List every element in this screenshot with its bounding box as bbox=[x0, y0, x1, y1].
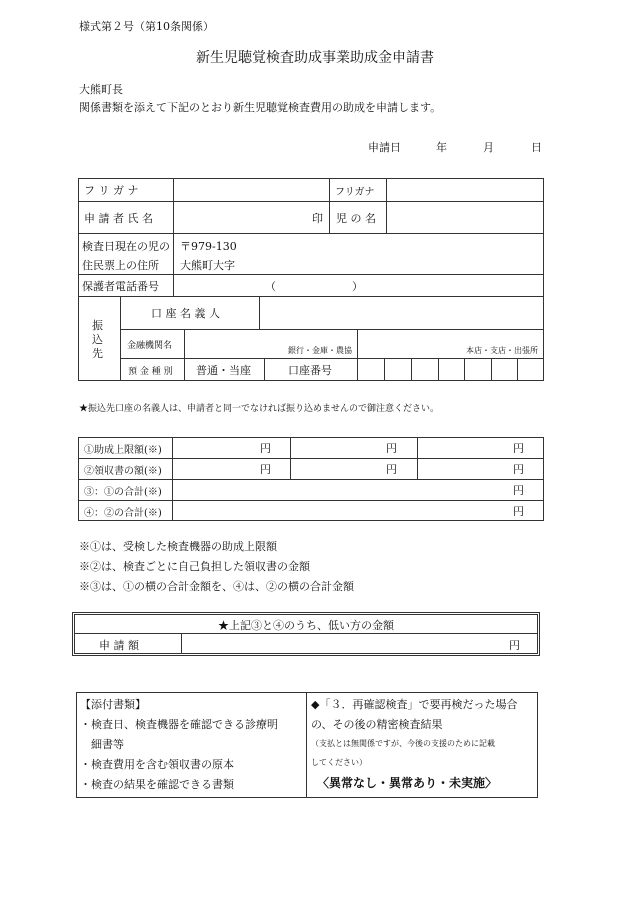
application-amount-unit: 円 bbox=[509, 639, 520, 652]
note: ※①は、受検した検査機器の助成上限額 bbox=[79, 540, 277, 553]
addressee: 大熊町長 bbox=[79, 83, 123, 96]
amount-cell[interactable]: 円 bbox=[386, 442, 397, 455]
date-day: 日 bbox=[531, 141, 542, 154]
amount-row-label: ①助成上限額(※) bbox=[84, 445, 162, 456]
phone-paren-open: （ bbox=[265, 280, 276, 293]
bank-notice: ★振込先口座の名義人は、申請者と同一でなければ振り込めませんので御注意ください。 bbox=[79, 404, 440, 414]
amount-cell[interactable]: 円 bbox=[260, 442, 271, 455]
seal-mark: 印 bbox=[312, 212, 323, 225]
applicant-name-label: 申 請 者 氏 名 bbox=[84, 212, 153, 225]
amount-cell[interactable]: 円 bbox=[513, 484, 524, 497]
date-label: 申請日 bbox=[368, 141, 401, 154]
application-amount-heading: ★上記③と④のうち、低い方の金額 bbox=[218, 619, 394, 632]
amount-cell[interactable]: 円 bbox=[513, 463, 524, 476]
date-year: 年 bbox=[436, 141, 447, 154]
page-title: 新生児聴覚検査助成事業助成金申請書 bbox=[196, 50, 434, 66]
amount-cell[interactable]: 円 bbox=[386, 463, 397, 476]
application-amount-input[interactable] bbox=[183, 635, 503, 652]
intro-text: 関係書類を添えて下記のとおり新生児聴覚検査費用の助成を申請します。 bbox=[79, 101, 442, 114]
amount-row-label: ③：①の合計(※) bbox=[84, 487, 162, 498]
recheck-options[interactable]: 〈異常なし・異常あり・未実施〉 bbox=[317, 776, 498, 790]
attachment-item: 細書等 bbox=[80, 738, 124, 751]
amount-cell[interactable]: 円 bbox=[513, 505, 524, 518]
recheck-line: してください） bbox=[311, 758, 367, 767]
furigana-label: フ リ ガ ナ bbox=[84, 184, 139, 197]
attachment-item: ・検査費用を含む領収書の原本 bbox=[80, 758, 234, 771]
account-number-label: 口座番号 bbox=[288, 364, 332, 377]
recheck-line: ◆「３．再確認検査」で要再検だった場合 bbox=[311, 698, 518, 711]
amount-cell[interactable]: 円 bbox=[513, 442, 524, 455]
phone-label: 保護者電話番号 bbox=[82, 280, 159, 293]
address-label-line2: 住民票上の住所 bbox=[82, 259, 159, 272]
attachment-item: ・検査日、検査機器を確認できる診療明 bbox=[80, 718, 278, 731]
institution-label: 金融機関名 bbox=[127, 341, 173, 351]
phone-input[interactable] bbox=[280, 276, 350, 294]
recheck-line: の、その後の精密検査結果 bbox=[311, 718, 443, 731]
phone-paren-close: ） bbox=[352, 280, 363, 293]
attachments-heading: 【添付書類】 bbox=[80, 698, 146, 711]
amount-row-label: ④：②の合計(※) bbox=[84, 508, 162, 519]
address-value[interactable]: 大熊町大字 bbox=[180, 259, 235, 272]
account-holder-input[interactable] bbox=[261, 298, 543, 328]
account-holder-label: 口 座 名 義 人 bbox=[151, 307, 220, 320]
bank-types: 銀行・金庫・農協 bbox=[288, 346, 352, 355]
address-label-line1: 検査日現在の児の bbox=[82, 240, 170, 253]
amount-cell[interactable]: 円 bbox=[260, 463, 271, 476]
child-furigana-label: フリガナ bbox=[335, 187, 375, 198]
deposit-type-label: 預 金 種 別 bbox=[128, 367, 173, 377]
application-amount-label: 申 請 額 bbox=[99, 639, 139, 652]
branch-types: 本店・支店・出張所 bbox=[466, 346, 538, 355]
form-number: 様式第２号（第10条関係） bbox=[79, 20, 214, 33]
note: ※③は、①の横の合計金額を、④は、②の横の合計金額 bbox=[79, 580, 354, 593]
date-month: 月 bbox=[483, 141, 494, 154]
recheck-line: （支払とは無関係ですが、今後の支援のために記載 bbox=[311, 739, 495, 748]
applicant-name-input[interactable] bbox=[174, 203, 328, 232]
amount-row-label: ②領収書の額(※) bbox=[84, 466, 162, 477]
deposit-type-value[interactable]: 普通・当座 bbox=[196, 364, 251, 377]
child-furigana-input[interactable] bbox=[387, 180, 543, 200]
child-name-label: 児 の 名 bbox=[336, 212, 376, 225]
bank-section-label: 振込先 bbox=[92, 319, 103, 360]
note: ※②は、検査ごとに自己負担した領収書の金額 bbox=[79, 560, 310, 573]
postal-code[interactable]: 〒979-130 bbox=[180, 240, 237, 253]
attachment-item: ・検査の結果を確認できる書類 bbox=[80, 778, 234, 791]
furigana-input[interactable] bbox=[174, 180, 328, 200]
child-name-input[interactable] bbox=[387, 203, 543, 232]
